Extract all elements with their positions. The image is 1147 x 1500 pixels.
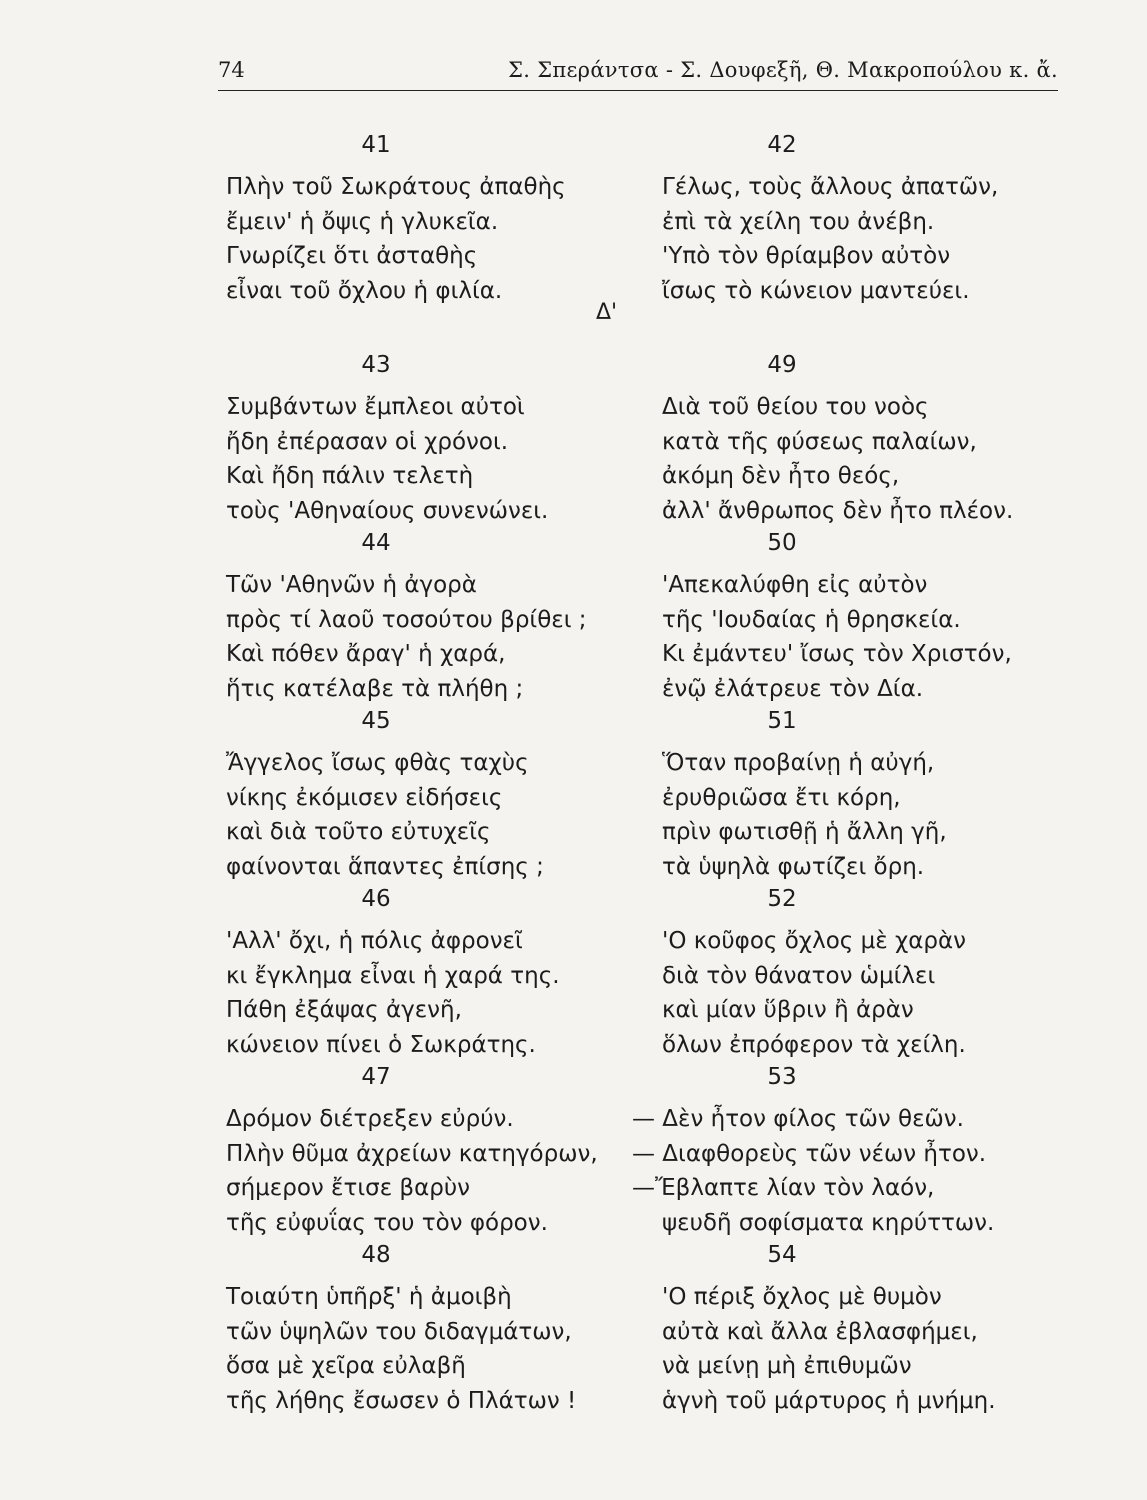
verse-line: ἤδη ἐπέρασαν οἱ χρόνοι. [226,428,509,455]
section-spacer [632,308,1147,350]
verse-line: 'Ο κοῦφος ὄχλος μὲ χαρὰν [662,928,967,954]
verse-line: 'Υπὸ τὸν θρίαμβον αὐτὸν [662,243,951,269]
verse-line: Ἄγγελος ἴσως φθὰς ταχὺς [226,750,529,776]
stanza-number: 41 [361,132,391,158]
header-rule [218,90,1058,91]
stanza-number: 48 [361,1242,391,1268]
verse-line: ὅσα μὲ χεῖρα εὐλαβῆ [226,1353,466,1379]
verse-line: Δρόμον διέτρεξεν εὐρύν. [226,1106,514,1132]
verse-line: νὰ μείνῃ μὴ ἐπιθυμῶν [662,1353,912,1379]
stanza [0,706,630,884]
stanza [0,350,630,528]
verse-line: Τοιαύτη ὑπῆρξ' ἡ ἀμοιβὴ [226,1284,512,1310]
verse-line: Γνωρίζει ὅτι ἀσταθὴς [226,243,478,269]
verse-line: πρὸς τί λαοῦ τοσούτου βρίθει ; [226,606,587,633]
stanza-number: 50 [767,530,797,556]
stanza [632,350,1147,528]
verse-line: τῆς εὐφυΐας του τὸν φόρον. [226,1209,548,1236]
verse-line: αὐτὰ καὶ ἄλλα ἐβλασφήμει, [662,1318,978,1345]
verse-line: Γέλως, τοὺς ἄλλους ἀπατῶν, [662,174,999,200]
verse-line: 'Αλλ' ὄχι, ἡ πόλις ἀφρονεῖ [226,928,523,954]
verse-line: ἴσως τὸ κώνειον μαντεύει. [662,277,970,304]
verse-line: τὰ ὑψηλὰ φωτίζει ὄρη. [662,853,925,880]
stanza [632,1062,1147,1240]
verse-line: Πλὴν τοῦ Σωκράτους ἀπαθὴς [226,174,566,200]
verse-line: ἥτις κατέλαβε τὰ πλήθη ; [226,675,524,702]
verse-line: ἁγνὴ τοῦ μάρτυρος ἡ μνήμη. [662,1387,996,1414]
verse-line: Κι ἐμάντευ' ἴσως τὸν Χριστόν, [662,641,1012,667]
verse-line: — Δὲν ἦτον φίλος τῶν θεῶν. [632,1106,964,1132]
section-spacer [0,308,630,350]
stanza-number: 54 [767,1242,797,1268]
verse-line: εἶναι τοῦ ὄχλου ἡ φιλία. [226,277,503,304]
verse-line: πρὶν φωτισθῇ ἡ ἄλλη γῆ, [662,819,947,845]
verse-line: κώνειον πίνει ὁ Σωκράτης. [226,1031,536,1058]
stanza [632,528,1147,706]
verse-line: Ὅταν προβαίνῃ ἡ αὐγή, [662,750,935,776]
verse-line: ἔμειν' ἡ ὄψις ἡ γλυκεῖα. [226,208,499,235]
stanza [632,130,1147,308]
verse-line: —Ἔβλαπτε λίαν τὸν λαόν, [632,1175,935,1201]
stanza-number: 43 [361,352,391,378]
stanza [0,1240,630,1418]
verse-line: τῶν ὑψηλῶν του διδαγμάτων, [226,1318,572,1345]
verse-line: ἐρυθριῶσα ἔτι κόρη, [662,784,901,811]
stanza [0,130,630,308]
verse-line: ὅλων ἐπρόφερον τὰ χείλη. [662,1031,966,1058]
verse-line: Διὰ τοῦ θείου του νοὸς [662,394,929,420]
stanza-number: 44 [361,530,391,556]
verse-line: φαίνονται ἅπαντες ἐπίσης ; [226,853,544,880]
stanza [0,528,630,706]
verse-line: 'Απεκαλύφθη εἰς αὐτὸν [662,572,928,598]
stanza-number: 51 [767,708,797,734]
section-mark: Δ' [596,300,618,325]
right-column [632,130,1147,1418]
verse-line: — Διαφθορεὺς τῶν νέων ἦτον. [632,1140,987,1167]
verse-line: ἐνῷ ἐλάτρευε τὸν Δία. [662,675,924,702]
verse-line: 'Ο πέριξ ὄχλος μὲ θυμὸν [662,1284,942,1310]
verse-line: Πάθη ἐξάψας ἀγενῆ, [226,997,462,1023]
verse-line: ἀκόμη δὲν ἦτο θεός, [662,463,900,489]
running-head: Σ. Σπεράντσα - Σ. Δουφεξῆ, Θ. Μακροπούλου κ. ἄ. [508,58,1058,82]
verse-line: Τῶν 'Αθηνῶν ἡ ἀγορὰ [226,572,477,598]
stanza-number: 53 [767,1064,797,1090]
stanza [0,1062,630,1240]
verse-line: σήμερον ἔτισε βαρὺν [226,1175,471,1201]
stanza-number: 47 [361,1064,391,1090]
verse-line: τῆς 'Ιουδαίας ἡ θρησκεία. [662,606,961,633]
stanza [0,884,630,1062]
stanza [632,884,1147,1062]
verse-line: διὰ τὸν θάνατον ὡμίλει [662,962,936,989]
stanza [632,706,1147,884]
stanza [632,1240,1147,1418]
page-header [218,52,1058,88]
verse-line: κι ἔγκλημα εἶναι ἡ χαρά της. [226,962,560,989]
left-column [0,130,630,1418]
stanza-number: 45 [361,708,391,734]
verse-line: ἐπὶ τὰ χείλη του ἀνέβη. [662,208,935,235]
verse-line: κατὰ τῆς φύσεως παλαίων, [662,428,977,455]
stanza-number: 42 [767,132,797,158]
verse-line: καὶ διὰ τοῦτο εὐτυχεῖς [226,819,491,845]
verse-line: Πλὴν θῦμα ἀχρείων κατηγόρων, [226,1140,598,1167]
stanza-number: 49 [767,352,797,378]
verse-line: ψευδῆ σοφίσματα κηρύττων. [662,1209,995,1236]
verse-line: καὶ μίαν ὕβριν ἢ ἀρὰν [662,997,914,1023]
verse-line: νίκης ἐκόμισεν εἰδήσεις [226,784,503,811]
verse-line: Καὶ πόθεν ἄραγ' ἡ χαρά, [226,641,506,667]
verse-line: Συμβάντων ἔμπλεοι αὐτοὶ [226,394,525,420]
verse-line: ἀλλ' ἄνθρωπος δὲν ἦτο πλέον. [662,497,1014,524]
stanza-number: 46 [361,886,391,912]
page-number: 74 [218,58,245,82]
verse-line: Καὶ ἤδη πάλιν τελετὴ [226,463,474,489]
verse-line: τοὺς 'Αθηναίους συνενώνει. [226,497,549,524]
verse-line: τῆς λήθης ἔσωσεν ὁ Πλάτων ! [226,1387,577,1414]
stanza-number: 52 [767,886,797,912]
